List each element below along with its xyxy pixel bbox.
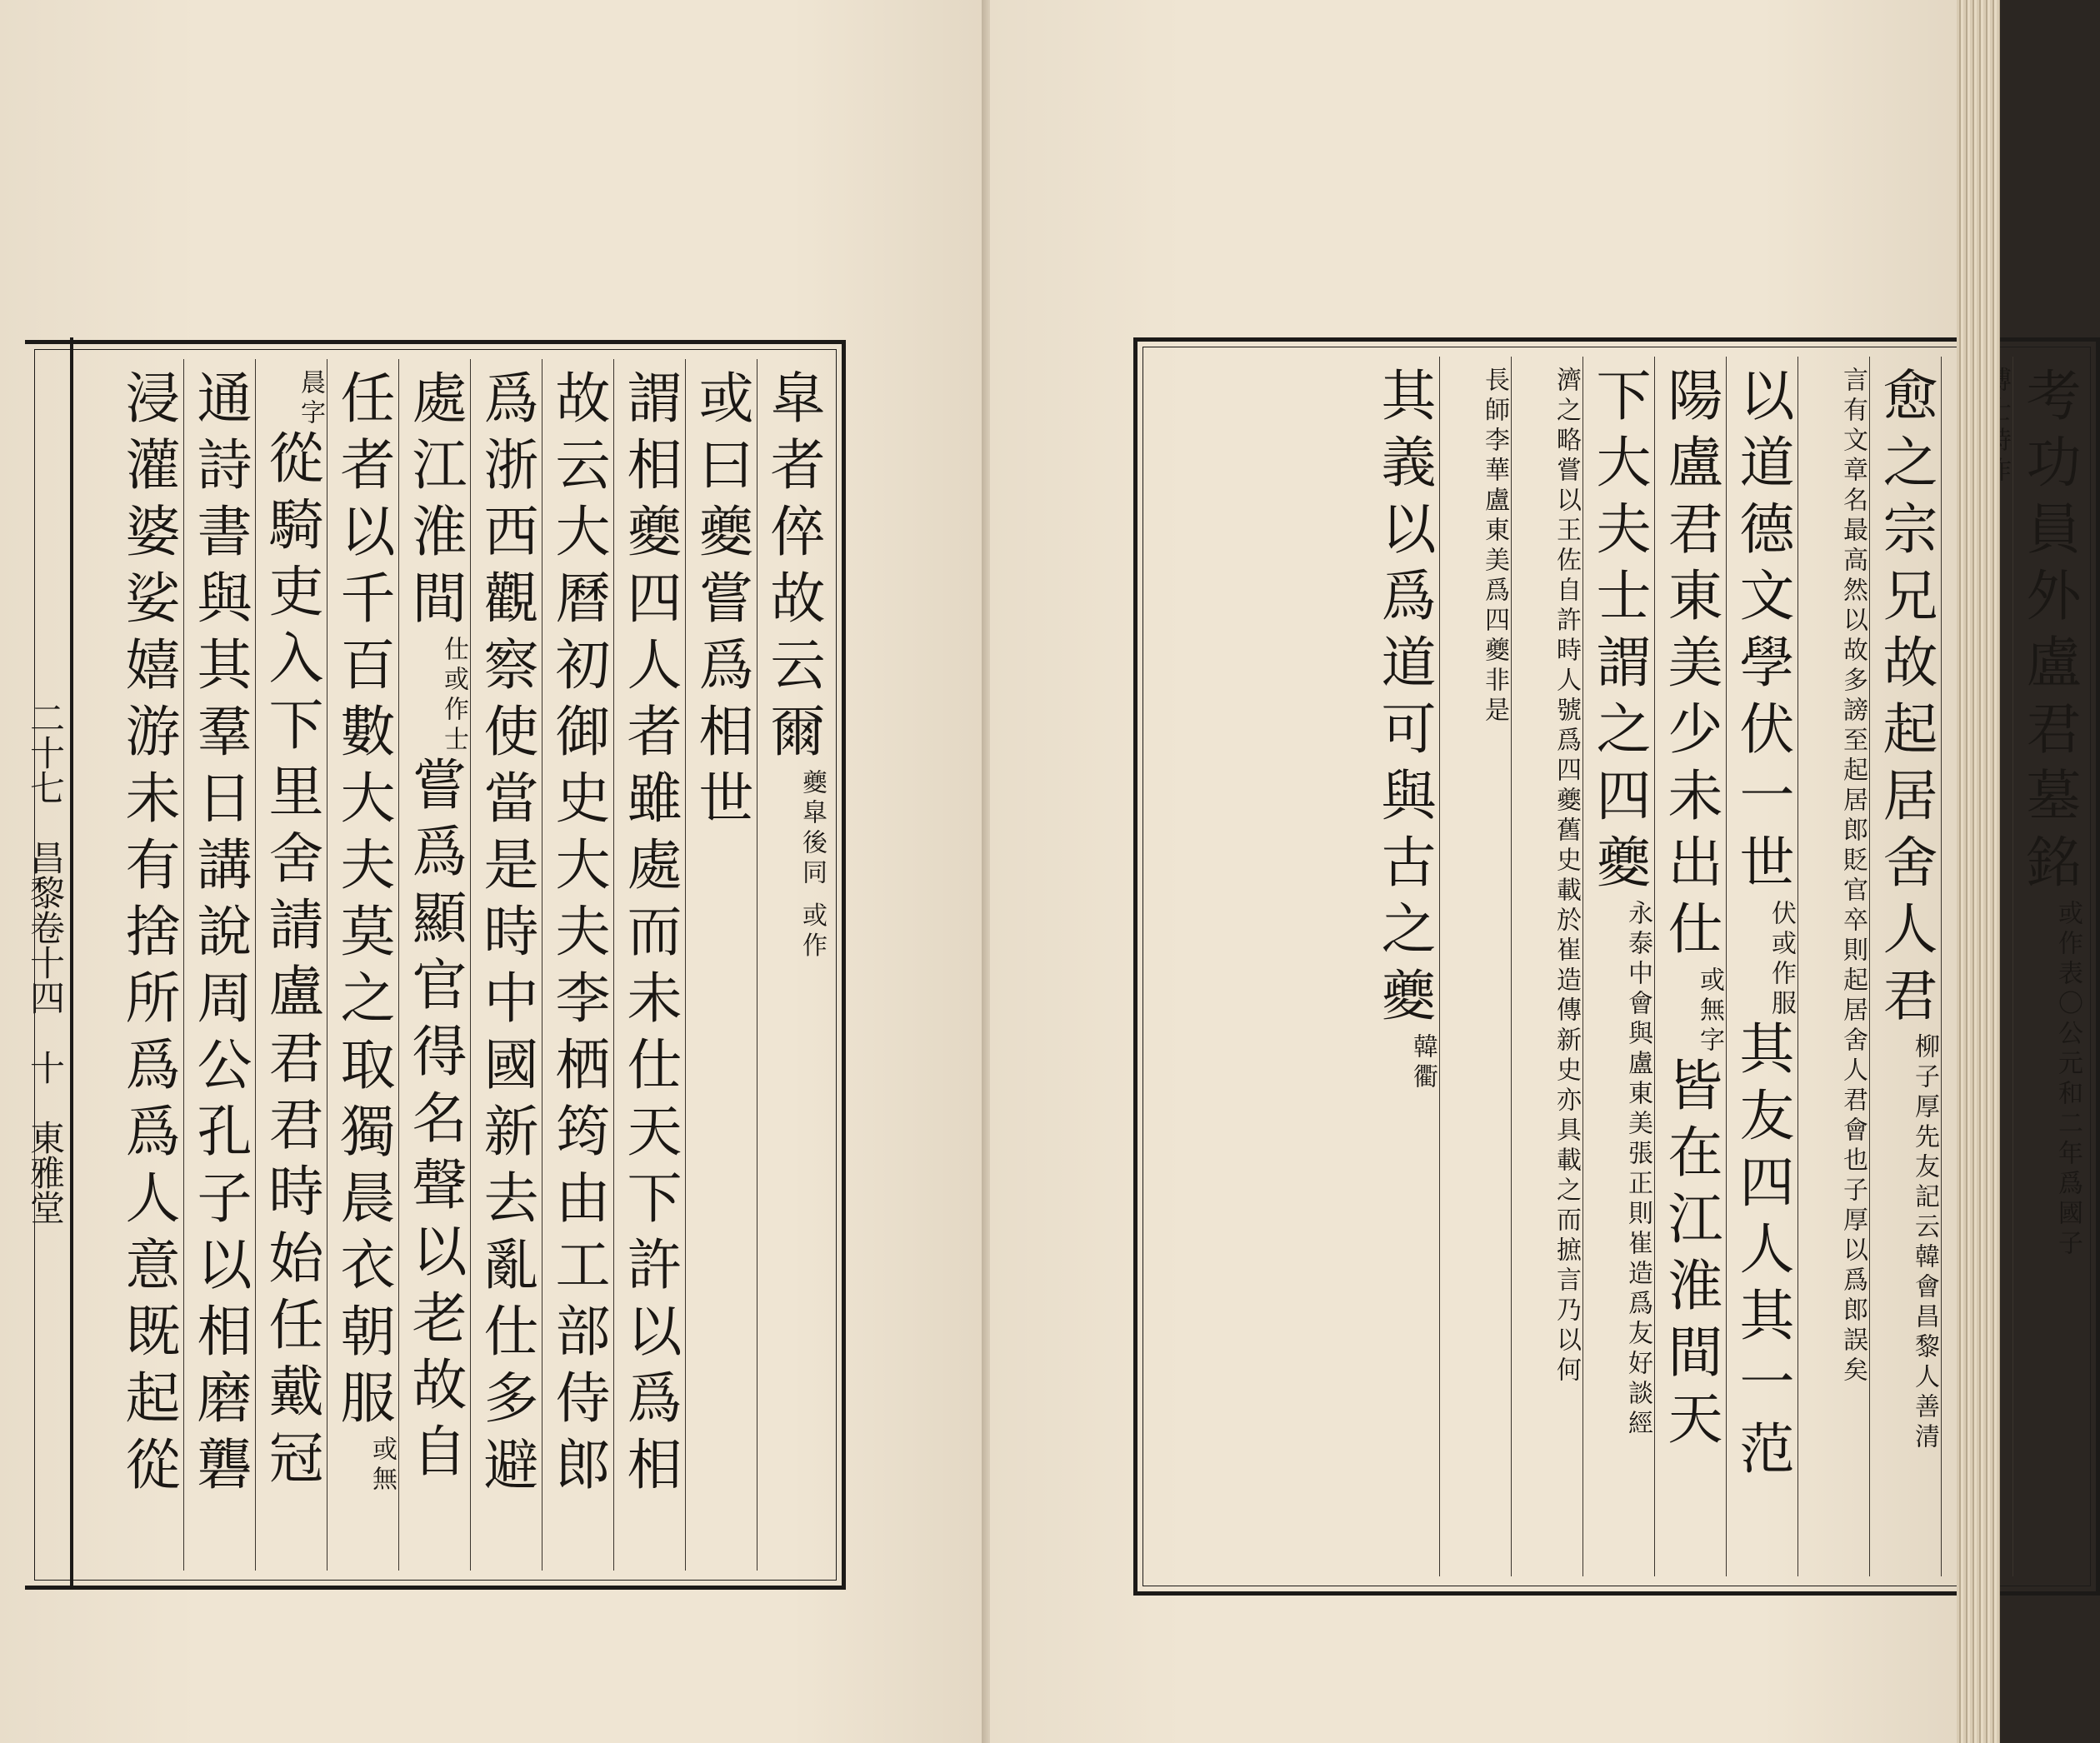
right-columns bbox=[1149, 357, 2084, 1576]
annotation: 長師李華盧東美爲四夔非是 bbox=[1480, 367, 1509, 727]
right-column bbox=[1368, 357, 1439, 1576]
main-text: 考功員外盧君墓銘 bbox=[2017, 367, 2081, 900]
annotation: 夔皐後同 或作 bbox=[798, 769, 827, 962]
annotation: 晨字 bbox=[296, 369, 325, 429]
left-column bbox=[757, 359, 828, 1571]
page-edges bbox=[1957, 0, 2000, 1743]
main-text: 愈之宗兄故起居舍人君 bbox=[1873, 367, 1938, 1033]
left-text-frame bbox=[25, 340, 846, 1590]
annotation: 言有文章名最高然以故多謗至起居郎貶官卒則起居舍人君會也子厚以爲郎誤矣 bbox=[1838, 367, 1868, 1386]
annotation: 或無 bbox=[368, 1436, 397, 1496]
left-column bbox=[613, 359, 685, 1571]
right-column bbox=[1654, 357, 1726, 1576]
right-column bbox=[2012, 357, 2084, 1576]
annotation: 韓衢 bbox=[1408, 1033, 1438, 1093]
right-column bbox=[1869, 357, 1941, 1576]
right-text-frame bbox=[1133, 337, 2100, 1596]
left-column bbox=[327, 359, 398, 1571]
annotation: 永泰中會與盧東美張正則崔造爲友好談經 bbox=[1623, 900, 1652, 1440]
annotation: 伏或作服 bbox=[1767, 900, 1796, 1020]
main-text: 皐者倅故云爾 bbox=[761, 369, 825, 769]
annotation: 或無字 bbox=[1695, 966, 1724, 1056]
right-column bbox=[1798, 357, 1869, 1576]
main-text: 其義以爲道可與古之夔 bbox=[1372, 367, 1436, 1033]
left-column bbox=[255, 359, 327, 1571]
main-text: 陽盧君東美少未出仕 bbox=[1658, 367, 1722, 966]
main-text: 嘗爲顯官得名聲以老故自 bbox=[402, 756, 467, 1489]
main-text: 皆在江淮間天 bbox=[1658, 1056, 1722, 1456]
main-text: 處江淮間 bbox=[402, 369, 467, 636]
left-page bbox=[0, 0, 990, 1743]
left-column bbox=[470, 359, 542, 1571]
main-text: 從騎吏入下里舍請盧君君時始任戴冠 bbox=[259, 429, 323, 1496]
main-text: 下大夫士謂之四夔 bbox=[1587, 367, 1651, 900]
main-text: 以道德文學伏一世 bbox=[1730, 367, 1794, 900]
main-text: 謂相夔四人者雖處而未仕天下許以爲相 bbox=[618, 369, 682, 1502]
main-text: 故云大曆初御史大夫李栖筠由工部侍郎 bbox=[546, 369, 610, 1502]
left-column bbox=[542, 359, 613, 1571]
main-text: 通詩書與其羣日講說周公孔子以相磨礱 bbox=[188, 369, 252, 1502]
left-margin-strip: 二十七 昌黎卷十四 十 東雅堂 bbox=[20, 337, 73, 1587]
main-text: 任者以千百數大夫莫之取獨晨衣朝服 bbox=[331, 369, 395, 1436]
right-column bbox=[1582, 357, 1654, 1576]
annotation: 仕或作士 bbox=[439, 636, 468, 756]
annotation: 或作表〇公元和二年爲國子 bbox=[2053, 900, 2082, 1260]
main-text: 浸灌婆娑嬉游未有捨所爲爲人意既起從 bbox=[116, 369, 180, 1502]
main-text: 爲浙西觀察使當是時中國新去亂仕多避 bbox=[474, 369, 538, 1502]
left-column bbox=[398, 359, 470, 1571]
annotation: 柳子厚先友記云韓會昌黎人善清 bbox=[1910, 1033, 1939, 1453]
right-column bbox=[1726, 357, 1798, 1576]
right-page bbox=[990, 0, 2082, 1743]
main-text: 或曰夔嘗爲相世 bbox=[689, 369, 753, 836]
left-column bbox=[183, 359, 255, 1571]
right-column bbox=[1439, 357, 1511, 1576]
main-text: 其友四人其一范 bbox=[1730, 1020, 1794, 1486]
left-column bbox=[112, 359, 183, 1571]
annotation: 濟之略嘗以王佐自許時人號爲四夔舊史載於崔造傳新史亦具載之而摭言乃以何 bbox=[1552, 367, 1581, 1386]
left-columns bbox=[25, 359, 828, 1571]
right-column bbox=[1511, 357, 1582, 1576]
left-column bbox=[685, 359, 757, 1571]
